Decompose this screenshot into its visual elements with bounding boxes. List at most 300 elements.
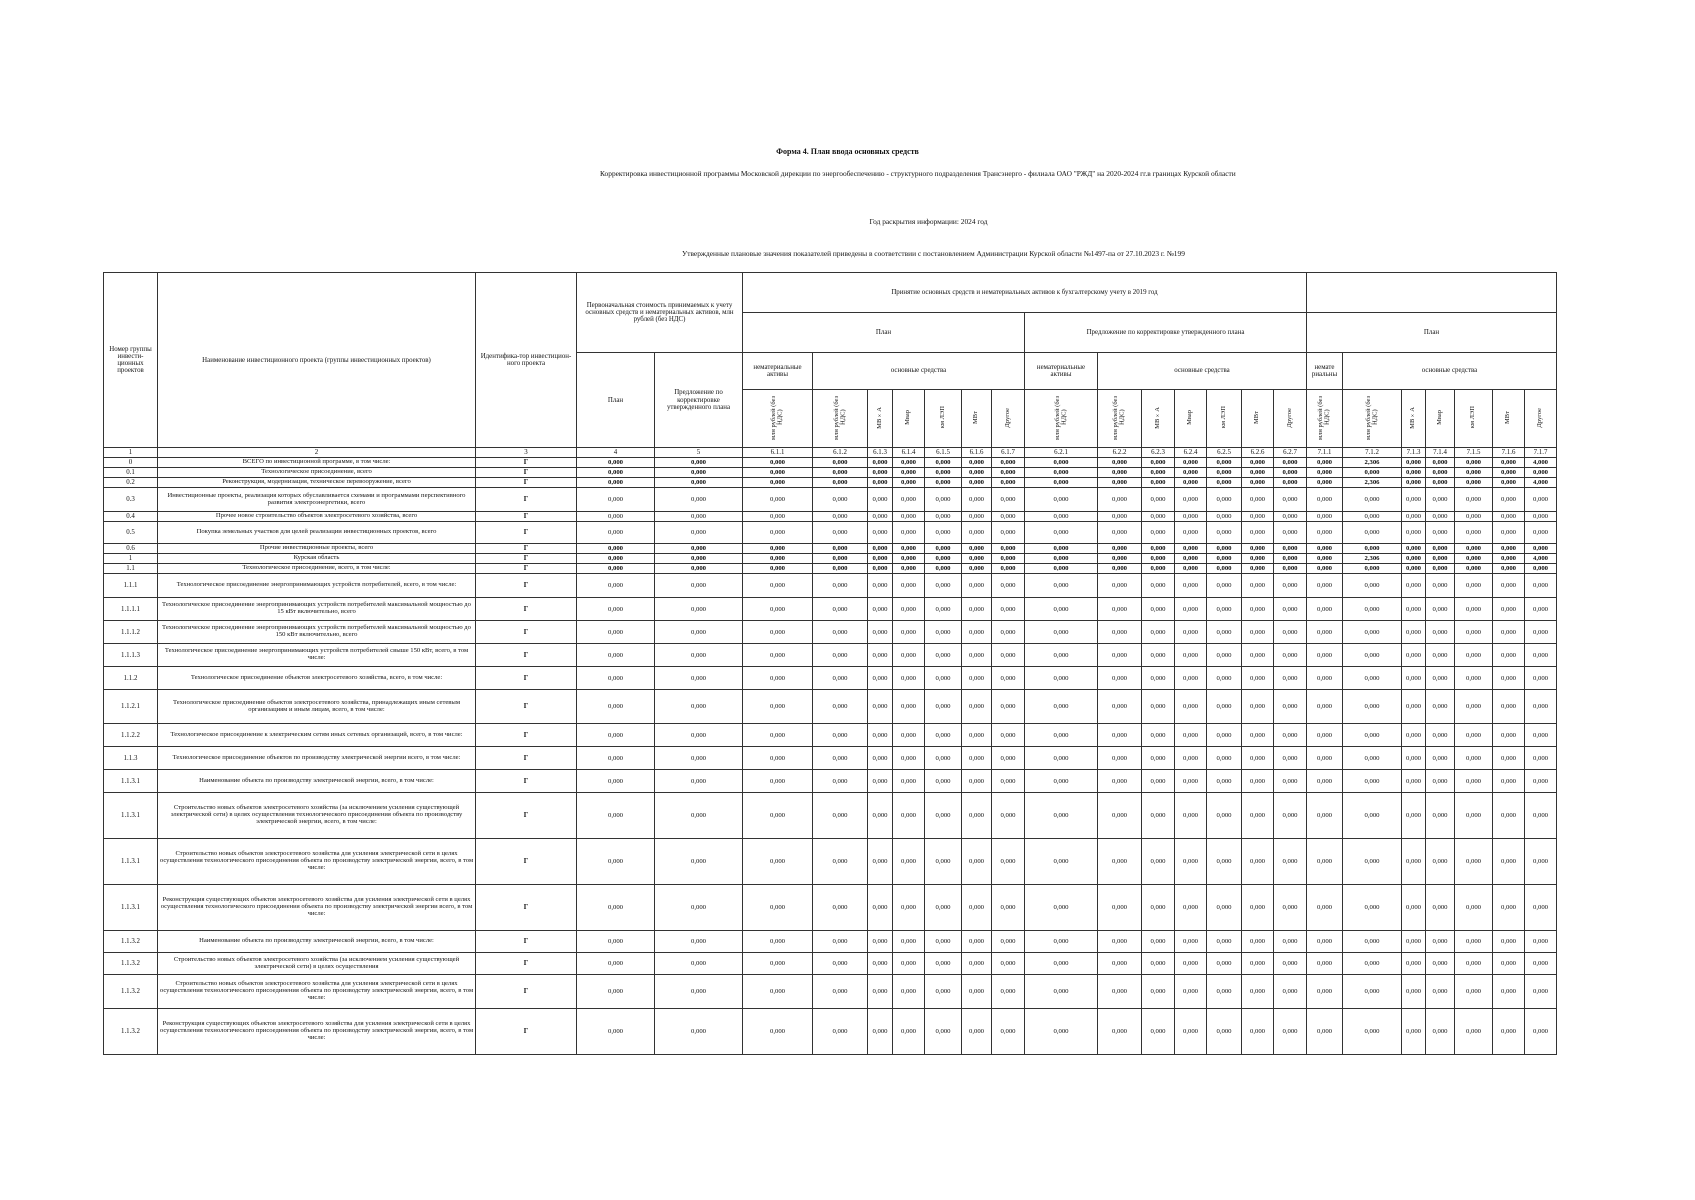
value-cell: 0,000 — [1025, 839, 1098, 885]
value-cell: 0,000 — [813, 724, 868, 747]
value-cell: 0,000 — [1493, 478, 1525, 488]
value-cell: 0,000 — [1274, 690, 1307, 724]
value-cell: 0,000 — [813, 522, 868, 544]
value-cell: 0,000 — [893, 478, 925, 488]
unit-label: км ЛЭП — [1219, 406, 1227, 429]
table-row — [104, 793, 1557, 839]
value-cell: 0,000 — [1098, 839, 1142, 885]
value-cell: 0,000 — [577, 621, 655, 644]
value-cell: 0,000 — [1207, 468, 1242, 478]
value-cell: 0,000 — [962, 522, 992, 544]
value-cell: 0,000 — [1455, 554, 1493, 564]
value-cell: 0,000 — [1098, 598, 1142, 621]
value-cell: 0,000 — [1525, 724, 1557, 747]
value-cell: 0,000 — [1025, 598, 1098, 621]
value-cell: 0,000 — [992, 885, 1025, 931]
value-cell: 0,000 — [1242, 667, 1274, 690]
value-cell: 0,000 — [1142, 667, 1175, 690]
row-number: 0.2 — [104, 478, 158, 488]
value-cell: 0,000 — [1274, 953, 1307, 975]
value-cell: 0,000 — [1207, 598, 1242, 621]
value-cell: 0,000 — [743, 747, 813, 770]
value-cell: 0,000 — [962, 931, 992, 953]
unit-header-mva — [1402, 390, 1426, 448]
value-cell: 0,000 — [1426, 554, 1455, 564]
value-cell: 0,000 — [743, 793, 813, 839]
value-cell: 0,000 — [1402, 770, 1426, 793]
value-cell: 0,000 — [868, 1009, 893, 1055]
row-number: 1.1.3.1 — [104, 793, 158, 839]
column-number: 6.2.1 — [1025, 448, 1098, 458]
project-name: Технологическое присоединение энергопринимающих устройств потребителей, всего, в том числе: — [158, 574, 476, 598]
value-cell: 0,000 — [1402, 839, 1426, 885]
table-row — [104, 1009, 1557, 1055]
project-name: Технологическое присоединение энергопринимающих устройств потребителей максимальной мощностью до 15 кВт включительно, всего — [158, 598, 476, 621]
value-cell: 0,000 — [655, 574, 743, 598]
value-cell: 2,306 — [1343, 478, 1402, 488]
unit-header-mln — [1307, 390, 1343, 448]
value-cell: 0,000 — [1207, 574, 1242, 598]
value-cell: 0,000 — [1307, 975, 1343, 1009]
value-cell: 0,000 — [743, 885, 813, 931]
value-cell: 0,000 — [1274, 975, 1307, 1009]
value-cell: 0,000 — [1142, 478, 1175, 488]
value-cell: 0,000 — [1242, 544, 1274, 554]
column-number: 3 — [476, 448, 577, 458]
unit-header-mln — [1025, 390, 1098, 448]
row-number: 1.1.3.1 — [104, 885, 158, 931]
value-cell: 0,000 — [893, 793, 925, 839]
value-cell: 0,000 — [1175, 975, 1207, 1009]
column-number: 7.1.7 — [1525, 448, 1557, 458]
value-cell: 0,000 — [1455, 690, 1493, 724]
unit-header-mln — [743, 390, 813, 448]
value-cell: 0,000 — [925, 458, 962, 468]
unit-label: МВт — [1504, 411, 1512, 424]
value-cell: 0,000 — [925, 724, 962, 747]
value-cell: 0,000 — [1343, 488, 1402, 512]
value-cell: 0,000 — [813, 953, 868, 975]
value-cell: 0,000 — [1493, 488, 1525, 512]
value-cell: 0,000 — [743, 621, 813, 644]
value-cell: 0,000 — [1098, 885, 1142, 931]
value-cell: 0,000 — [1343, 953, 1402, 975]
value-cell: 0,000 — [813, 574, 868, 598]
project-name: Наименование объекта по производству электрической энергии, всего, в том числе: — [158, 770, 476, 793]
value-cell: 0,000 — [1274, 621, 1307, 644]
value-cell: 0,000 — [992, 770, 1025, 793]
row-number: 0.6 — [104, 544, 158, 554]
value-cell: 0,000 — [1025, 488, 1098, 512]
value-cell: 0,000 — [1098, 554, 1142, 564]
project-identifier: Г — [476, 554, 577, 564]
project-identifier: Г — [476, 621, 577, 644]
value-cell: 0,000 — [1307, 544, 1343, 554]
value-cell: 0,000 — [1025, 690, 1098, 724]
value-cell: 0,000 — [1307, 747, 1343, 770]
value-cell: 0,000 — [1175, 468, 1207, 478]
project-identifier: Г — [476, 488, 577, 512]
value-cell: 0,000 — [1098, 574, 1142, 598]
project-name: Реконструкция, модернизация, техническое перевооружение, всего — [158, 478, 476, 488]
value-cell: 0,000 — [893, 770, 925, 793]
row-number: 1 — [104, 554, 158, 564]
value-cell: 0,000 — [1307, 522, 1343, 544]
value-cell: 0,000 — [1025, 512, 1098, 522]
value-cell: 0,000 — [1525, 488, 1557, 512]
value-cell: 0,000 — [1175, 598, 1207, 621]
value-cell: 0,000 — [655, 885, 743, 931]
value-cell: 0,000 — [577, 488, 655, 512]
value-cell: 0,000 — [1242, 690, 1274, 724]
value-cell: 0,000 — [1493, 554, 1525, 564]
value-cell: 0,000 — [992, 793, 1025, 839]
value-cell: 0,000 — [1455, 621, 1493, 644]
project-identifier: Г — [476, 574, 577, 598]
column-number: 6.2.4 — [1175, 448, 1207, 458]
row-number: 1.1.3.2 — [104, 953, 158, 975]
value-cell: 0,000 — [1142, 564, 1175, 574]
value-cell: 0,000 — [1525, 564, 1557, 574]
value-cell: 0,000 — [1455, 1009, 1493, 1055]
value-cell: 0,000 — [1426, 690, 1455, 724]
value-cell: 0,000 — [868, 564, 893, 574]
value-cell: 0,000 — [1455, 598, 1493, 621]
value-cell: 0,000 — [1025, 724, 1098, 747]
value-cell: 0,000 — [1402, 544, 1426, 554]
value-cell: 0,000 — [992, 574, 1025, 598]
column-number: 6.2.2 — [1098, 448, 1142, 458]
unit-label: Мвар — [1435, 410, 1443, 425]
value-cell: 0,000 — [1307, 488, 1343, 512]
value-cell: 0,000 — [1207, 885, 1242, 931]
unit-label: МВт — [972, 411, 980, 424]
table-row — [104, 488, 1557, 512]
project-identifier: Г — [476, 478, 577, 488]
value-cell: 0,000 — [962, 953, 992, 975]
value-cell: 0,000 — [1402, 522, 1426, 544]
value-cell: 0,000 — [893, 724, 925, 747]
value-cell: 0,000 — [893, 621, 925, 644]
value-cell: 0,000 — [1175, 747, 1207, 770]
header-intangible-2: нематериальные активы — [1025, 353, 1098, 390]
value-cell: 0,000 — [655, 468, 743, 478]
value-cell: 0,000 — [962, 690, 992, 724]
value-cell: 0,000 — [1343, 598, 1402, 621]
value-cell: 0,000 — [577, 885, 655, 931]
value-cell: 0,000 — [813, 468, 868, 478]
header-plan-2: План — [1307, 313, 1557, 353]
value-cell: 0,000 — [1493, 598, 1525, 621]
value-cell: 0,000 — [1307, 554, 1343, 564]
value-cell: 0,000 — [655, 793, 743, 839]
value-cell: 0,000 — [992, 724, 1025, 747]
value-cell: 0,000 — [1207, 522, 1242, 544]
row-number: 1.1.3.2 — [104, 931, 158, 953]
project-name: Реконструкция существующих объектов электросетевого хозяйства для усиления электрической сети в целях осуществления технологического присоединения объекта по производству электрической энергии всего, в том числе: — [158, 885, 476, 931]
row-number: 1.1.3 — [104, 747, 158, 770]
project-name: Технологическое присоединение, всего — [158, 468, 476, 478]
value-cell: 0,000 — [1402, 931, 1426, 953]
value-cell: 0,000 — [1098, 478, 1142, 488]
value-cell: 0,000 — [1343, 574, 1402, 598]
value-cell: 0,000 — [1307, 931, 1343, 953]
value-cell: 0,000 — [1493, 724, 1525, 747]
value-cell: 0,000 — [1242, 621, 1274, 644]
value-cell: 0,000 — [1426, 931, 1455, 953]
value-cell: 0,000 — [962, 644, 992, 667]
value-cell: 0,000 — [1025, 1009, 1098, 1055]
unit-header-km — [1455, 390, 1493, 448]
value-cell: 0,000 — [1142, 839, 1175, 885]
value-cell: 0,000 — [1426, 1009, 1455, 1055]
value-cell: 0,000 — [1025, 458, 1098, 468]
value-cell: 0,000 — [1142, 1009, 1175, 1055]
value-cell: 0,000 — [1142, 885, 1175, 931]
value-cell: 0,000 — [1098, 975, 1142, 1009]
value-cell: 0,000 — [868, 512, 893, 522]
value-cell: 0,000 — [655, 975, 743, 1009]
project-identifier: Г — [476, 931, 577, 953]
value-cell: 0,000 — [893, 598, 925, 621]
project-name: ВСЕГО по инвестиционной программе, в том числе: — [158, 458, 476, 468]
value-cell: 0,000 — [1242, 724, 1274, 747]
value-cell: 0,000 — [1455, 953, 1493, 975]
value-cell: 0,000 — [1207, 724, 1242, 747]
value-cell: 0,000 — [992, 544, 1025, 554]
value-cell: 0,000 — [1493, 1009, 1525, 1055]
value-cell: 0,000 — [1025, 621, 1098, 644]
value-cell: 0,000 — [1493, 953, 1525, 975]
unit-label: млн рублей (без НДС) — [1112, 395, 1126, 440]
value-cell: 0,000 — [1025, 574, 1098, 598]
value-cell: 0,000 — [893, 644, 925, 667]
value-cell: 0,000 — [1274, 458, 1307, 468]
value-cell: 0,000 — [962, 478, 992, 488]
project-name: Технологическое присоединение объектов электросетевого хозяйства, всего, в том числе: — [158, 667, 476, 690]
value-cell: 0,000 — [925, 488, 962, 512]
value-cell: 0,000 — [1098, 793, 1142, 839]
project-name: Технологическое присоединение, всего, в том числе: — [158, 564, 476, 574]
value-cell: 0,000 — [1525, 747, 1557, 770]
value-cell: 0,000 — [1426, 621, 1455, 644]
value-cell: 0,000 — [992, 458, 1025, 468]
value-cell: 0,000 — [962, 667, 992, 690]
value-cell: 0,000 — [925, 554, 962, 564]
value-cell: 0,000 — [1455, 839, 1493, 885]
column-number: 6.1.4 — [893, 448, 925, 458]
value-cell: 0,000 — [577, 554, 655, 564]
unit-header-other — [1525, 390, 1557, 448]
unit-header-mln — [813, 390, 868, 448]
value-cell: 0,000 — [1274, 885, 1307, 931]
value-cell: 0,000 — [577, 522, 655, 544]
plan-table-wrapper — [103, 272, 1557, 1055]
value-cell: 0,000 — [1175, 885, 1207, 931]
value-cell: 0,000 — [992, 512, 1025, 522]
unit-header-mln — [1098, 390, 1142, 448]
value-cell: 0,000 — [1207, 839, 1242, 885]
value-cell: 0,000 — [1426, 544, 1455, 554]
value-cell: 0,000 — [1525, 512, 1557, 522]
header-group-no: Номер группы инвести-ционных проектов — [104, 273, 158, 448]
value-cell: 0,000 — [925, 747, 962, 770]
value-cell: 0,000 — [1525, 885, 1557, 931]
value-cell: 0,000 — [868, 574, 893, 598]
value-cell: 0,000 — [1175, 667, 1207, 690]
value-cell: 0,000 — [1525, 667, 1557, 690]
value-cell: 0,000 — [925, 690, 962, 724]
column-number: 6.2.7 — [1274, 448, 1307, 458]
column-number: 6.1.2 — [813, 448, 868, 458]
table-row — [104, 522, 1557, 544]
value-cell: 0,000 — [925, 793, 962, 839]
value-cell: 0,000 — [813, 931, 868, 953]
value-cell: 0,000 — [1343, 747, 1402, 770]
table-row — [104, 598, 1557, 621]
value-cell: 0,000 — [1207, 488, 1242, 512]
value-cell: 0,000 — [743, 690, 813, 724]
table-row — [104, 690, 1557, 724]
project-identifier: Г — [476, 598, 577, 621]
value-cell: 0,000 — [1274, 488, 1307, 512]
value-cell: 0,000 — [962, 885, 992, 931]
value-cell: 0,000 — [1274, 468, 1307, 478]
value-cell: 0,000 — [1307, 770, 1343, 793]
value-cell: 0,000 — [1274, 522, 1307, 544]
value-cell: 0,000 — [1426, 839, 1455, 885]
value-cell: 0,000 — [1343, 544, 1402, 554]
project-identifier: Г — [476, 747, 577, 770]
value-cell: 0,000 — [1142, 621, 1175, 644]
value-cell: 0,000 — [868, 931, 893, 953]
value-cell: 0,000 — [1142, 554, 1175, 564]
value-cell: 0,000 — [1402, 953, 1426, 975]
value-cell: 0,000 — [1274, 512, 1307, 522]
value-cell: 0,000 — [1493, 975, 1525, 1009]
value-cell: 0,000 — [1455, 468, 1493, 478]
value-cell: 0,000 — [992, 468, 1025, 478]
table-row — [104, 458, 1557, 468]
value-cell: 0,000 — [1098, 458, 1142, 468]
value-cell: 0,000 — [992, 488, 1025, 512]
unit-label: км ЛЭП — [938, 406, 946, 429]
value-cell: 0,000 — [1343, 724, 1402, 747]
value-cell: 0,000 — [1525, 770, 1557, 793]
unit-header-mw — [962, 390, 992, 448]
value-cell: 0,000 — [1426, 667, 1455, 690]
value-cell: 0,000 — [1426, 522, 1455, 544]
value-cell: 0,000 — [1098, 953, 1142, 975]
value-cell: 4,000 — [1525, 478, 1557, 488]
value-cell: 0,000 — [1426, 458, 1455, 468]
value-cell: 0,000 — [577, 598, 655, 621]
value-cell: 0,000 — [1525, 522, 1557, 544]
value-cell: 0,000 — [1455, 574, 1493, 598]
value-cell: 0,000 — [1142, 574, 1175, 598]
value-cell: 0,000 — [992, 522, 1025, 544]
value-cell: 0,000 — [1242, 512, 1274, 522]
value-cell: 0,000 — [1307, 598, 1343, 621]
value-cell: 0,000 — [577, 724, 655, 747]
value-cell: 0,000 — [1493, 747, 1525, 770]
value-cell: 0,000 — [992, 478, 1025, 488]
value-cell: 0,000 — [655, 488, 743, 512]
value-cell: 0,000 — [1207, 621, 1242, 644]
table-row — [104, 564, 1557, 574]
value-cell: 0,000 — [1402, 885, 1426, 931]
value-cell: 0,000 — [813, 564, 868, 574]
project-name: Технологическое присоединение объектов по производству электрической энергии всего, в том числе: — [158, 747, 476, 770]
value-cell: 0,000 — [813, 975, 868, 1009]
value-cell: 0,000 — [893, 975, 925, 1009]
value-cell: 0,000 — [1207, 793, 1242, 839]
value-cell: 0,000 — [868, 554, 893, 564]
value-cell: 0,000 — [1175, 690, 1207, 724]
disclosure-year: Год раскрытия информации: 2024 год — [869, 217, 988, 226]
value-cell: 0,000 — [925, 770, 962, 793]
value-cell: 0,000 — [1274, 598, 1307, 621]
value-cell: 0,000 — [962, 724, 992, 747]
unit-label: Другое — [1536, 407, 1544, 428]
value-cell: 0,000 — [1307, 1009, 1343, 1055]
project-identifier: Г — [476, 793, 577, 839]
value-cell: 0,000 — [1493, 839, 1525, 885]
value-cell: 0,000 — [577, 839, 655, 885]
unit-label: Мвар — [1186, 410, 1194, 425]
value-cell: 0,000 — [1142, 544, 1175, 554]
value-cell: 0,000 — [1343, 793, 1402, 839]
value-cell: 0,000 — [1402, 724, 1426, 747]
value-cell: 0,000 — [1493, 690, 1525, 724]
table-row — [104, 544, 1557, 554]
value-cell: 0,000 — [962, 512, 992, 522]
value-cell: 0,000 — [813, 458, 868, 468]
header-intangible: нематериальные активы — [743, 353, 813, 390]
value-cell: 0,000 — [1307, 793, 1343, 839]
value-cell: 0,000 — [1025, 468, 1098, 478]
value-cell: 0,000 — [1207, 478, 1242, 488]
value-cell: 0,000 — [577, 478, 655, 488]
value-cell: 0,000 — [1242, 644, 1274, 667]
value-cell: 0,000 — [743, 522, 813, 544]
value-cell: 0,000 — [1207, 554, 1242, 564]
value-cell: 0,000 — [1493, 770, 1525, 793]
project-name: Строительство новых объектов электросетевого хозяйства для усиления электрической сети в целях осуществления технологического присоединения объекта по производству электрической энергии, всего, в том числе: — [158, 839, 476, 885]
value-cell: 0,000 — [655, 1009, 743, 1055]
column-number: 7.1.1 — [1307, 448, 1343, 458]
row-number: 0.5 — [104, 522, 158, 544]
project-identifier: Г — [476, 512, 577, 522]
value-cell: 0,000 — [1455, 478, 1493, 488]
value-cell: 0,000 — [1307, 885, 1343, 931]
value-cell: 0,000 — [655, 931, 743, 953]
header-intangible-short: немате риальны — [1307, 353, 1343, 390]
column-number: 7.1.5 — [1455, 448, 1493, 458]
project-identifier: Г — [476, 564, 577, 574]
value-cell: 0,000 — [1175, 478, 1207, 488]
value-cell: 0,000 — [1274, 747, 1307, 770]
value-cell: 0,000 — [743, 554, 813, 564]
value-cell: 0,000 — [1343, 975, 1402, 1009]
column-number: 7.1.3 — [1402, 448, 1426, 458]
value-cell: 0,000 — [1098, 488, 1142, 512]
unit-label: МВ×А — [1153, 406, 1161, 429]
value-cell: 0,000 — [868, 747, 893, 770]
value-cell: 0,000 — [1307, 621, 1343, 644]
value-cell: 0,000 — [1274, 839, 1307, 885]
value-cell: 0,000 — [1242, 458, 1274, 468]
